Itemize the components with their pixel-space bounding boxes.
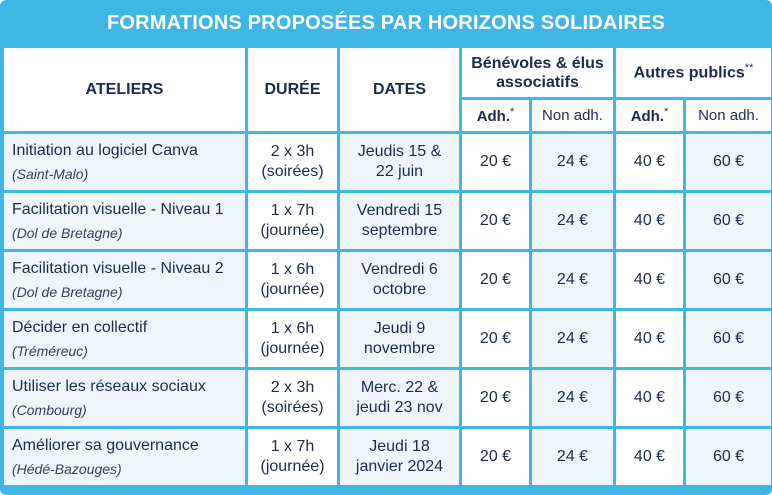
price-adh-autres: 40 € [615,428,685,487]
price-adh-autres: 40 € [615,251,685,310]
header-autres-label: Autres publics [633,64,745,82]
duration-value: 1 x 6h [270,261,315,278]
table-row [3,251,772,310]
duration-cell [247,251,339,310]
atelier-name: Facilitation visuelle - Niveau 1 [12,200,224,218]
atelier-name: Utiliser les réseaux sociaux [12,377,206,395]
atelier-name: Décider en collectif [12,318,148,336]
dates-line-1: Jeudi 18 [369,438,430,455]
dates-line-2: janvier 2024 [355,458,444,475]
atelier-cell [3,192,247,251]
atelier-location: (Tréméreuc) [12,342,88,359]
atelier-cell [3,251,247,310]
dates-cell [339,428,461,487]
price-adh-benevoles: 20 € [461,428,531,487]
header-autres-publics [615,47,772,99]
price-non-adh-benevoles: 24 € [531,369,615,428]
dates-cell [339,369,461,428]
dates-line-1: Vendredi 6 [361,261,438,278]
header-autres-mark: ** [744,62,754,75]
duration-cell [247,428,339,487]
duration-type: (journée) [260,281,325,298]
duration-value: 1 x 7h [270,202,315,219]
header-non-adh-autres: Non adh. [685,99,772,133]
atelier-location: (Dol de Bretagne) [12,283,123,300]
dates-line-2: septembre [361,222,438,239]
duration-value: 2 x 3h [270,379,315,396]
price-non-adh-autres: 60 € [685,369,772,428]
atelier-name: Initiation au logiciel Canva [12,141,198,159]
duration-type: (soirées) [261,163,324,180]
atelier-name: Améliorer sa gouvernance [12,436,199,454]
price-adh-autres: 40 € [615,369,685,428]
dates-line-2: novembre [363,340,436,357]
duration-type: (journée) [260,458,325,475]
duration-cell [247,192,339,251]
price-non-adh-autres: 60 € [685,192,772,251]
atelier-location: (Dol de Bretagne) [12,224,123,241]
header-ateliers: ATELIERS [3,47,247,133]
duration-type: (journée) [260,222,325,239]
dates-cell [339,251,461,310]
header-duree: DURÉE [247,47,339,133]
dates-cell [339,133,461,192]
table-title: FORMATIONS PROPOSÉES PAR HORIZONS SOLIDAIRES [106,12,666,34]
table-row [3,133,772,192]
price-adh-benevoles: 20 € [461,192,531,251]
duration-value: 1 x 7h [270,438,315,455]
atelier-name: Facilitation visuelle - Niveau 2 [12,259,224,277]
dates-line-1: Jeudi 9 [373,320,426,337]
price-non-adh-benevoles: 24 € [531,133,615,192]
duration-cell [247,133,339,192]
atelier-location: (Combourg) [12,401,87,418]
price-non-adh-benevoles: 24 € [531,428,615,487]
price-non-adh-autres: 60 € [685,251,772,310]
dates-line-1: Vendredi 15 [356,202,443,219]
table-row [3,369,772,428]
dates-line-2: jeudi 23 nov [356,399,443,416]
price-non-adh-benevoles: 24 € [531,192,615,251]
duration-value: 1 x 6h [270,320,315,337]
header-adh-label: Adh. [630,108,665,125]
table-row [3,310,772,369]
atelier-location: (Hédé-Bazouges) [12,460,122,477]
duration-cell [247,369,339,428]
header-adh-mark: * [510,106,515,118]
price-non-adh-autres: 60 € [685,428,772,487]
duration-type: (soirées) [261,399,324,416]
price-adh-benevoles: 20 € [461,310,531,369]
price-adh-benevoles: 20 € [461,251,531,310]
header-dates: DATES [339,47,461,133]
dates-line-2: 22 juin [375,163,424,180]
dates-line-2: octobre [372,281,427,298]
price-non-adh-benevoles: 24 € [531,310,615,369]
header-adh-label: Adh. [476,108,511,125]
dates-cell [339,310,461,369]
header-adh-mark: * [664,106,669,118]
price-adh-autres: 40 € [615,192,685,251]
price-adh-benevoles: 20 € [461,369,531,428]
header-adh-benevoles [461,99,531,133]
price-adh-autres: 40 € [615,310,685,369]
table-row [3,192,772,251]
dates-line-1: Merc. 22 & [360,379,439,396]
price-adh-autres: 40 € [615,133,685,192]
header-non-adh-benevoles: Non adh. [531,99,615,133]
atelier-cell [3,133,247,192]
price-adh-benevoles: 20 € [461,133,531,192]
duration-cell [247,310,339,369]
price-non-adh-autres: 60 € [685,133,772,192]
atelier-cell [3,428,247,487]
price-non-adh-benevoles: 24 € [531,251,615,310]
header-benevoles: Bénévoles & élus associatifs [461,47,615,99]
atelier-cell [3,310,247,369]
header-adh-autres [615,99,685,133]
duration-value: 2 x 3h [270,143,315,160]
atelier-cell [3,369,247,428]
dates-cell [339,192,461,251]
duration-type: (journée) [260,340,325,357]
price-non-adh-autres: 60 € [685,310,772,369]
formations-table [1,45,772,488]
dates-line-1: Jeudis 15 & [357,143,442,160]
atelier-location: (Saint-Malo) [12,165,89,182]
table-row [3,428,772,487]
